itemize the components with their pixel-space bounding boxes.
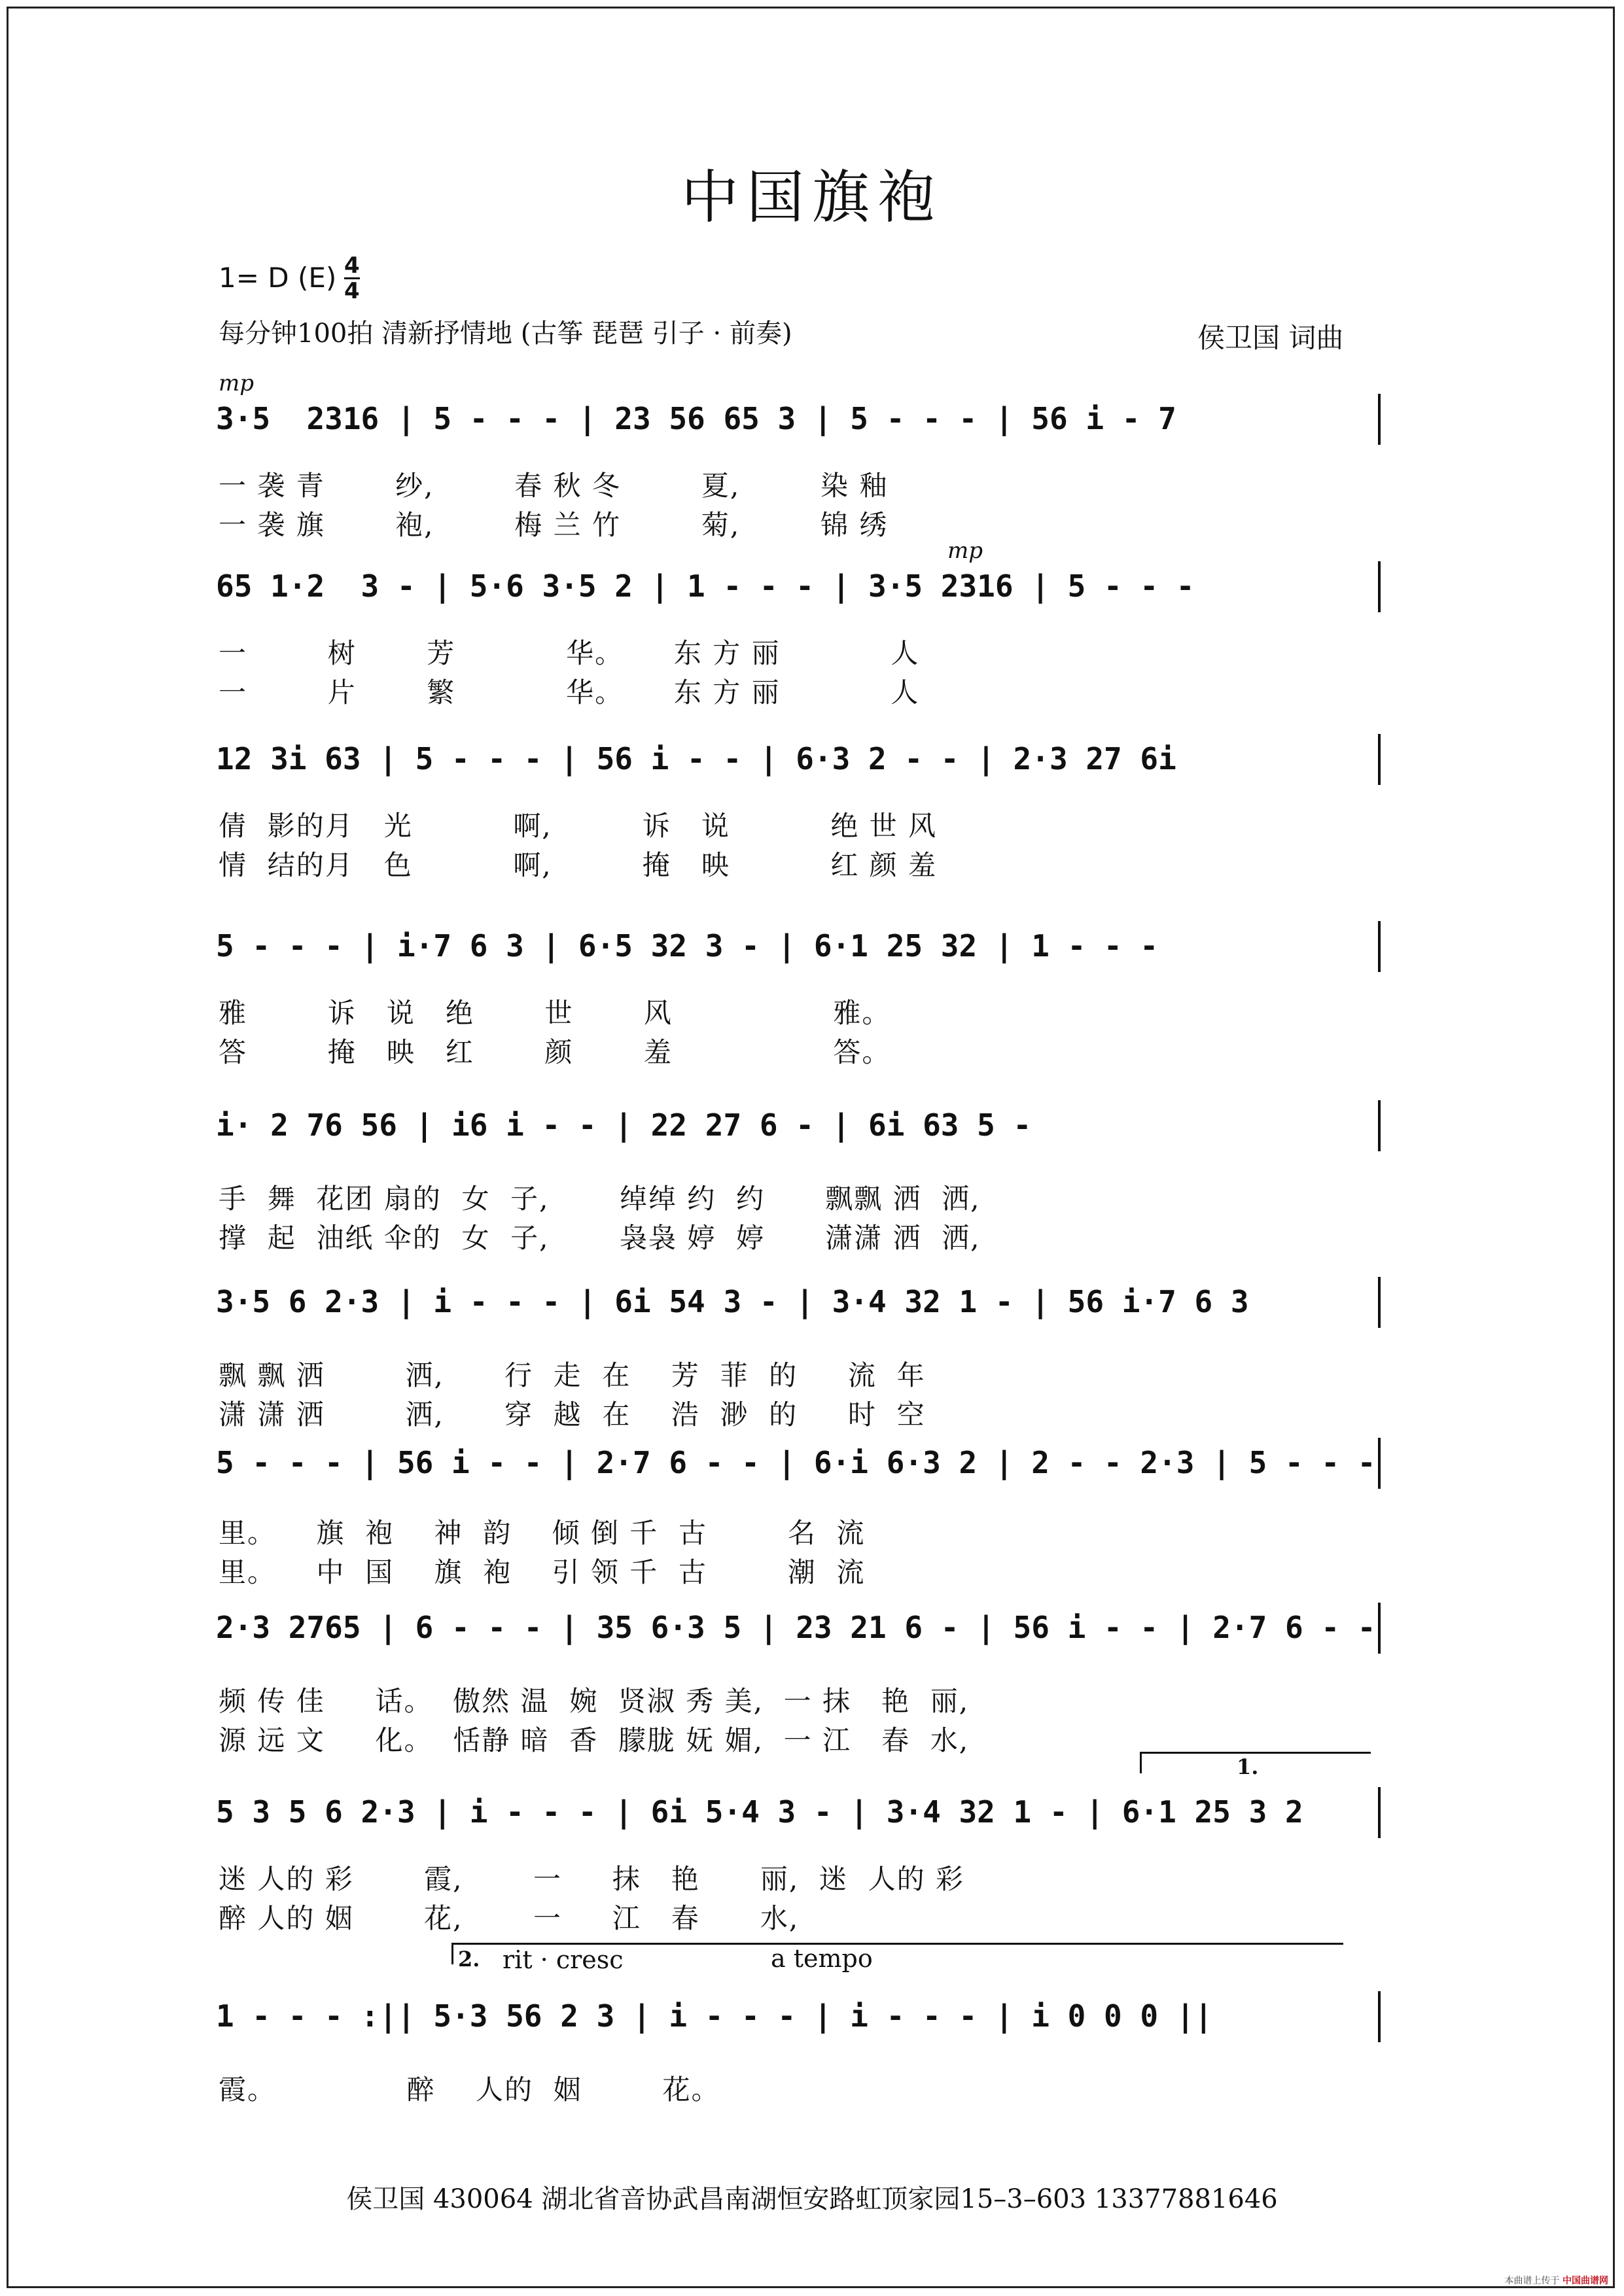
- lyric-line-2: 潇 潇 洒 洒, 穿 越 在 浩 渺 的 时 空: [219, 1399, 926, 1431]
- notation-system: [216, 1792, 1381, 1832]
- dynamic-mp: mp: [219, 370, 255, 396]
- final-barline: [1378, 921, 1381, 972]
- time-signature-top: 4: [344, 252, 360, 279]
- dynamic-mp: mp: [947, 538, 983, 564]
- notation-system: [216, 1282, 1381, 1321]
- lyric-line-1: 迷 人的 彩 霞, 一 抹 艳 丽, 迷 人的 彩: [219, 1863, 964, 1895]
- time-signature-bottom: 4: [344, 278, 360, 304]
- final-barline: [1378, 394, 1381, 445]
- lyric-line-1: 频 传 佳 话。 傲然 温 婉 贤淑 秀 美, 一 抹 艳 丽,: [219, 1685, 970, 1717]
- final-barline: [1378, 1438, 1381, 1489]
- jianpu-notes: 5 - - - | i·7 6 3 | 6·5 32 3 - | 6·1 25 32 | 1 - - -: [216, 928, 1159, 964]
- lyric-line-1: 一 袭 青 纱, 春 秋 冬 夏, 染 釉: [219, 470, 889, 502]
- lyric-line-2: 里。 中 国 旗 袍 引 领 千 古 潮 流: [219, 1556, 866, 1588]
- jianpu-notes: 5 - - - | 56 i - - | 2·7 6 - - | 6·i 6·3 2 | 2 - - 2·3 | 5 - - -: [216, 1445, 1376, 1480]
- jianpu-notes: 65 1·2 3 - | 5·6 3·5 2 | 1 - - - | 3·5 2316 | 5 - - -: [216, 568, 1195, 604]
- jianpu-notes: 3·5 2316 | 5 - - - | 23 56 65 3 | 5 - - - | 56 i - 7: [216, 401, 1176, 436]
- time-signature: [344, 254, 360, 303]
- final-barline: [1378, 1277, 1381, 1328]
- lyric-line-2: 一 袭 旗 袍, 梅 兰 竹 菊, 锦 绣: [219, 509, 889, 541]
- tempo-marking: 每分钟100拍 清新抒情地 (古筝 琵琶 引子 · 前奏): [219, 319, 792, 349]
- notation-system: [216, 739, 1381, 778]
- rit-cresc-marking: rit · cresc: [503, 1945, 624, 1974]
- notation-system: [216, 1996, 1381, 2036]
- jianpu-notes: 3·5 6 2·3 | i - - - | 6i 54 3 - | 3·4 32 1 - | 56 i·7 6 3: [216, 1284, 1249, 1319]
- volta-2-label: 2.: [458, 1947, 480, 1972]
- lyric-line-1: 倩 影的月 光 啊, 诉 说 绝 世 风: [219, 810, 938, 842]
- notation-system: [216, 926, 1381, 965]
- lyric-line-2: 答 掩 映 红 颜 羞 答。: [219, 1036, 891, 1068]
- page-title: 中国旗袍: [680, 164, 943, 231]
- jianpu-notes: 1 - - - :|| 5·3 56 2 3 | i - - - | i - - - | i 0 0 0 ||: [216, 1998, 1213, 2034]
- lyric-line-1: 一 树 芳 华。 东 方 丽 人: [219, 637, 920, 669]
- jianpu-notes: 5 3 5 6 2·3 | i - - - | 6i 5·4 3 - | 3·4 32 1 - | 6·1 25 3 2: [216, 1794, 1303, 1830]
- lyric-line-2: 情 结的月 色 啊, 掩 映 红 颜 羞: [219, 849, 938, 881]
- volta-1-label: 1.: [1237, 1754, 1259, 1779]
- lyric-line-2: 醉 人的 姻 花, 一 江 春 水,: [219, 1902, 800, 1934]
- notation-system: [216, 399, 1381, 438]
- notation-system: [216, 1608, 1381, 1647]
- lyric-line-1: 霞。 醉 人的 姻 花。: [219, 2074, 720, 2106]
- final-barline: [1378, 1787, 1381, 1838]
- final-barline: [1378, 1100, 1381, 1151]
- notation-system: [216, 1105, 1381, 1145]
- a-tempo-marking: a tempo: [771, 1944, 873, 1973]
- lyric-line-1: 雅 诉 说 绝 世 风 雅。: [219, 997, 891, 1029]
- notation-system: [216, 1443, 1381, 1482]
- final-barline: [1378, 734, 1381, 785]
- contact-footer: 侯卫国 430064 湖北省音协武昌南湖恒安路虹顶家园15–3–603 13377881646: [346, 2184, 1278, 2214]
- key-signature: 1= D (E): [219, 262, 337, 294]
- jianpu-notes: i· 2 76 56 | i6 i - - | 22 27 6 - | 6i 63 5 -: [216, 1107, 1032, 1143]
- lyric-line-1: 飘 飘 洒 洒, 行 走 在 芳 菲 的 流 年: [219, 1359, 926, 1391]
- final-barline: [1378, 561, 1381, 612]
- final-barline: [1378, 1991, 1381, 2042]
- composer-credit: 侯卫国 词曲: [1197, 322, 1344, 354]
- credit-text: 本曲谱上传于: [1504, 2276, 1560, 2286]
- lyric-line-1: 里。 旗 袍 神 韵 倾 倒 千 古 名 流: [219, 1517, 866, 1549]
- lyric-line-2: 撑 起 油纸 伞的 女 子, 袅袅 婷 婷 潇潇 洒 洒,: [219, 1222, 981, 1254]
- jianpu-notes: 12 3i 63 | 5 - - - | 56 i - - | 6·3 2 - - | 2·3 27 6i: [216, 741, 1176, 776]
- credit-brand: 中国曲谱网: [1562, 2276, 1608, 2286]
- lyric-line-2: 源 远 文 化。 恬静 暗 香 朦胧 妩 媚, 一 江 春 水,: [219, 1724, 970, 1756]
- lyric-line-1: 手 舞 花团 扇的 女 子, 绰绰 约 约 飘飘 洒 洒,: [219, 1183, 981, 1215]
- notation-system: [216, 566, 1381, 606]
- lyric-line-2: 一 片 繁 华。 东 方 丽 人: [219, 676, 920, 708]
- final-barline: [1378, 1603, 1381, 1654]
- site-credit: [1505, 2274, 1608, 2287]
- jianpu-notes: 2·3 2765 | 6 - - - | 35 6·3 5 | 23 21 6 - | 56 i - - | 2·7 6 - -: [216, 1610, 1376, 1645]
